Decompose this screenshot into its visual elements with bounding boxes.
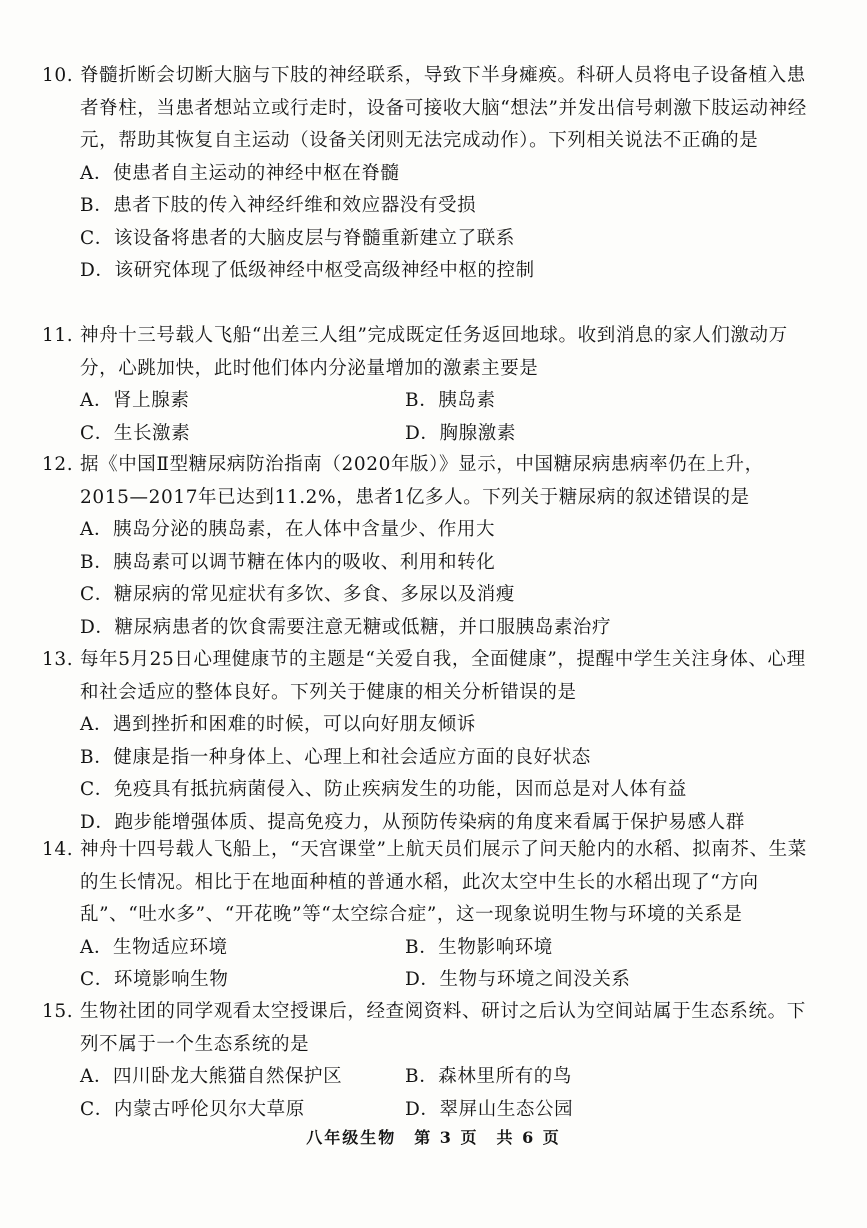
option-b: B．胰岛素可以调节糖在体内的吸收、利用和转化 bbox=[80, 551, 496, 573]
question-stem: 神舟十三号载人飞船“出差三人组”完成既定任务返回地球。收到消息的家人们激动万分，心跳加快，此时他们体内分泌量增加的激素主要是 bbox=[80, 325, 788, 379]
question-10 bbox=[42, 60, 812, 288]
option-a: A．肾上腺素 bbox=[80, 390, 190, 411]
option-a: A．生物适应环境 bbox=[80, 936, 228, 958]
question-11 bbox=[42, 320, 812, 450]
question-stem: 脊髓折断会切断大脑与下肢的神经联系，导致下半身瘫痪。科研人员将电子设备植入患者脊柱，当患者想站立或行走时，设备可接收大脑“想法”并发出信号刺激下肢运动神经元，帮助其恢复自主运动（设备关闭则无法完成动作）。下列相关说法不正确的是 bbox=[80, 65, 807, 151]
question-stem: 每年5月25日心理健康节的主题是“关爱自我，全面健康”，提醒中学生关注身体、心理和社会适应的整体良好。下列关于健康的相关分析错误的是 bbox=[80, 649, 806, 703]
option-a: A．使患者自主运动的神经中枢在脊髓 bbox=[80, 162, 400, 184]
option-b: B．患者下肢的传入神经纤维和效应器没有受损 bbox=[80, 195, 477, 216]
option-c: C．环境影响生物 bbox=[80, 969, 229, 990]
option-c: C．该设备将患者的大脑皮层与脊髓重新建立了联系 bbox=[80, 227, 515, 249]
option-b: B．胰岛素 bbox=[405, 390, 496, 411]
question-number: 11. bbox=[42, 325, 74, 346]
question-14 bbox=[42, 834, 812, 997]
option-d: D．生物与环境之间没关系 bbox=[405, 969, 631, 990]
question-number: 14. bbox=[42, 839, 74, 860]
question-stem: 生物社团的同学观看太空授课后，经查阅资料、研讨之后认为空间站属于生态系统。下列不属于一个生态系统的是 bbox=[80, 1001, 806, 1055]
option-c: C．糖尿病的常见症状有多饮、多食、多尿以及消瘦 bbox=[80, 584, 515, 605]
question-12 bbox=[42, 449, 812, 644]
question-stem: 据《中国Ⅱ型糖尿病防治指南（2020年版）》显示，中国糖尿病患病率仍在上升，2015—2017年已达到11.2%，患者1亿多人。下列关于糖尿病的叙述错误的是 bbox=[80, 454, 764, 508]
option-a: A．遇到挫折和困难的时候，可以向好朋友倾诉 bbox=[80, 714, 476, 735]
option-d: D．糖尿病患者的饮食需要注意无糖或低糖，并口服胰岛素治疗 bbox=[80, 616, 612, 638]
question-stem: 神舟十四号载人飞船上，“天宫课堂”上航天员们展示了问天舱内的水稻、拟南芥、生菜的生长情况。相比于在地面种植的普通水稻，此次太空中生长的水稻出现了“方向乱”、“吐水多”、“开花晚”等“太空综合症”，这一现象说明生物与环境的关系是 bbox=[80, 839, 807, 925]
option-d: D．胸腺激素 bbox=[405, 422, 516, 444]
question-13 bbox=[42, 644, 812, 839]
option-d: D．该研究体现了低级神经中枢受高级神经中枢的控制 bbox=[80, 260, 535, 281]
option-b: B．健康是指一种身体上、心理上和社会适应方面的良好状态 bbox=[80, 746, 591, 768]
question-number: 15. bbox=[42, 1001, 74, 1022]
page-footer: 八年级生物 第 3 页 共 6 页 bbox=[306, 1128, 561, 1147]
question-number: 10. bbox=[42, 65, 74, 86]
option-b: B．森林里所有的鸟 bbox=[405, 1066, 572, 1087]
question-number: 12. bbox=[42, 454, 74, 475]
option-a: A．胰岛分泌的胰岛素，在人体中含量少、作用大 bbox=[80, 519, 496, 540]
option-d: D．跑步能增强体质、提高免疫力，从预防传染病的角度来看属于保护易感人群 bbox=[80, 811, 745, 833]
option-a: A．四川卧龙大熊猫自然保护区 bbox=[80, 1066, 343, 1087]
question-number: 13. bbox=[42, 649, 74, 670]
option-c: C．生长激素 bbox=[80, 422, 191, 444]
question-15 bbox=[42, 996, 812, 1126]
option-b: B．生物影响环境 bbox=[405, 936, 553, 958]
option-c: C．免疫具有抵抗病菌侵入、防止疾病发生的功能，因而总是对人体有益 bbox=[80, 779, 687, 800]
option-d: D．翠屏山生态公园 bbox=[405, 1098, 574, 1120]
option-c: C．内蒙古呼伦贝尔大草原 bbox=[80, 1098, 305, 1120]
